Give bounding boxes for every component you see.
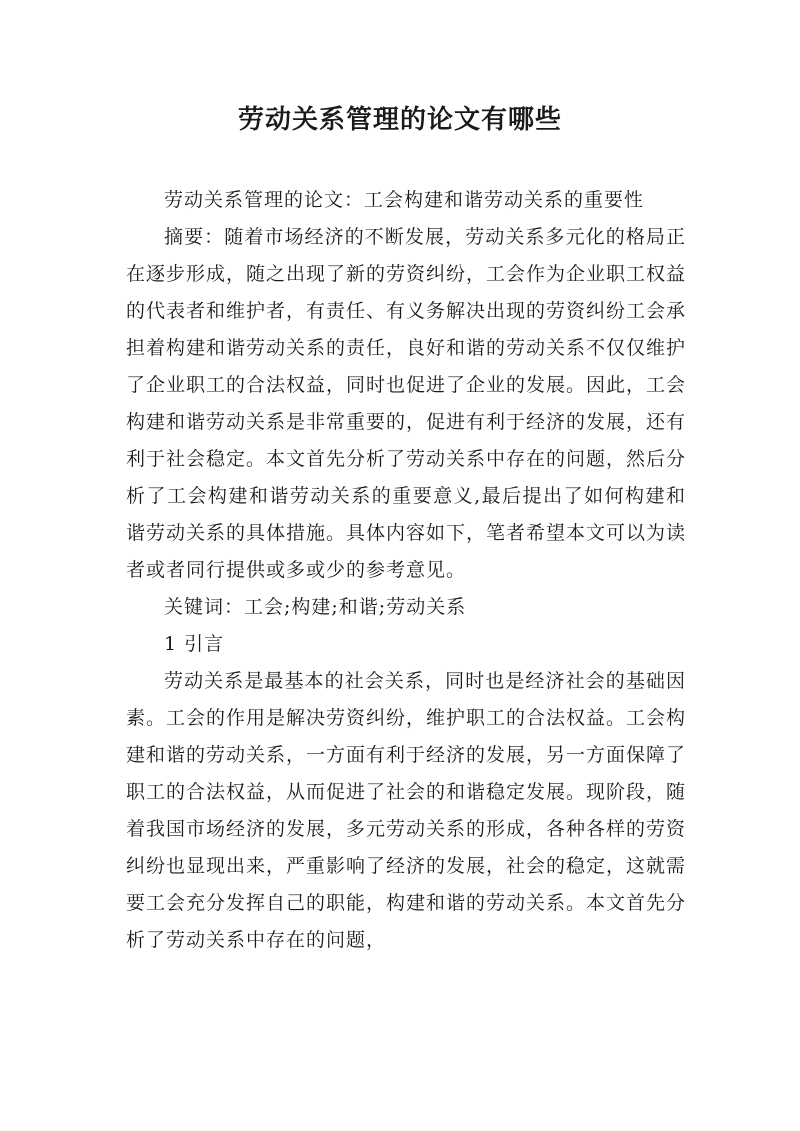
introduction-paragraph: 劳动关系是最基本的社会关系，同时也是经济社会的基础因素。工会的作用是解决劳资纠纷，维护职工的合法权益。工会构建和谐的劳动关系，一方面有利于经济的发展，另一方面保障了职工的合法权益，从而促进了社会的和谐稳定发展。现阶段，随着我国市场经济的发展，多元劳动关系的形成，各种各样的劳资纠纷也显现出来，严重影响了经济的发展，社会的稳定，这就需要工会充分发挥自己的职能，构建和谐的劳动关系。本文首先分析了劳动关系中存在的问题，	[126, 670, 687, 951]
section-heading-introduction: 1 引言	[164, 633, 225, 655]
document-body	[126, 182, 686, 959]
document-title: 劳动关系管理的论文有哪些	[237, 105, 562, 135]
abstract-paragraph: 摘要：随着市场经济的不断发展，劳动关系多元化的格局正在逐步形成，随之出现了新的劳资纠纷，工会作为企业职工权益的代表者和维护者，有责任、有义务解决出现的劳资纠纷工会承担着构建和谐劳动关系的责任，良好和谐的劳动关系不仅仅维护了企业职工的合法权益，同时也促进了企业的发展。因此，工会构建和谐劳动关系是非常重要的，促进有利于经济的发展，还有利于社会稳定。本文首先分析了劳动关系中存在的问题，然后分析了工会构建和谐劳动关系的重要意义,最后提出了如何构建和谐劳动关系的具体措施。具体内容如下，笔者希望本文可以为读者或者同行提供或多或少的参考意见。	[126, 226, 687, 581]
keywords-paragraph: 关键词：工会;构建;和谐;劳动关系	[164, 596, 467, 618]
paper-subtitle-paragraph: 劳动关系管理的论文：工会构建和谐劳动关系的重要性	[164, 189, 645, 211]
